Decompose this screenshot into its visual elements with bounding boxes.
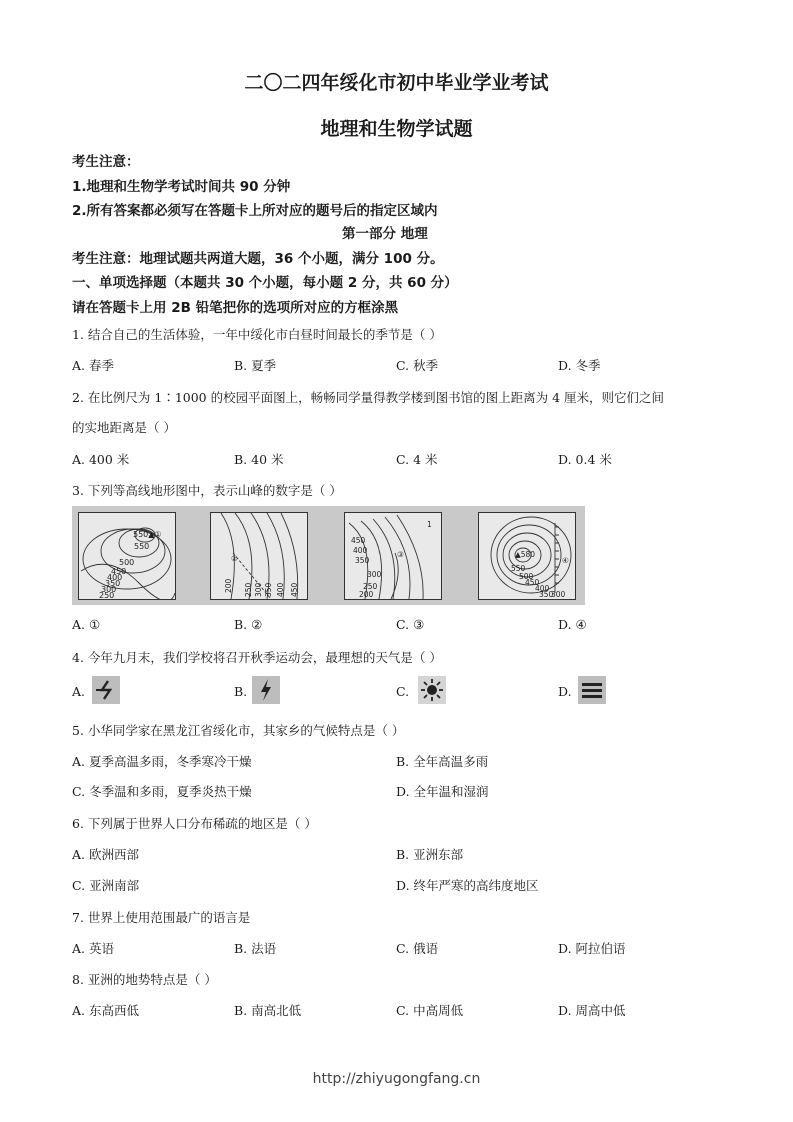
q8-option-c: C. 中高周低 [396,1003,464,1018]
question-3-stem: 3. 下列等高线地形图中，表示山峰的数字是（ ） [72,483,342,498]
q5-option-d: D. 全年温和湿润 [396,784,489,799]
p2-label-250: 250 [244,582,253,597]
contour-map-1 [78,512,176,600]
p3-label-300: 300 [367,570,382,579]
q2-option-d: D. 0.4 米 [558,452,612,467]
q1-option-b: B. 夏季 [234,358,277,373]
q1-option-c: C. 秋季 [396,358,439,373]
p1-label-peak: 550▲① [133,530,162,539]
part-title: 第一部分 地理 [342,226,428,242]
question-8-stem: 8. 亚洲的地势特点是（ ） [72,972,217,987]
exam-subtitle: 地理和生物学试题 [320,118,473,140]
p1-label-550: 550 [134,542,150,551]
q6-option-c: C. 亚洲南部 [72,878,140,893]
notice-item-2: 2.所有答案都必须写在答题卡上所对应的题号后的指定区域内 [72,203,438,219]
exam-title: 二〇二四年绥化市初中毕业学业考试 [244,72,549,94]
q6-option-b: B. 亚洲东部 [396,847,464,862]
q5-option-b: B. 全年高温多雨 [396,754,489,769]
p4-label-4: ④ [562,556,569,565]
question-5-stem: 5. 小华同学家在黑龙江省绥化市，其家乡的气候特点是（ ） [72,723,405,738]
q8-option-a: A. 东高西低 [72,1003,139,1018]
q4-option-d-letter: D. [558,684,572,699]
question-2-stem-line1: 2. 在比例尺为 1∶1000 的校园平面图上，畅畅同学量得教学楼到图书馆的图上距离为 4 厘米，则它们之间 [72,390,665,405]
q5-option-c: C. 冬季温和多雨，夏季炎热干燥 [72,784,252,799]
q3-option-a: A. ① [72,617,101,632]
p3-label-450: 450 [351,536,366,545]
q2-option-b: B. 40 米 [234,452,284,467]
q7-option-b: B. 法语 [234,941,277,956]
question-2-stem-line2: 的实地距离是（ ） [72,420,176,435]
q7-option-c: C. 俄语 [396,941,439,956]
p4-label-peak: ▲580 [515,550,536,559]
contour-map-2 [210,512,308,600]
p4-label-400: 400 [535,584,550,593]
p2-label-200: 200 [224,578,233,593]
part-notice: 考生注意：地理试题共两道大题，36 个小题，满分 100 分。 [72,251,444,267]
p3-label-400: 400 [353,546,368,555]
q2-option-a: A. 400 米 [72,452,130,467]
q3-option-b: B. ② [234,617,263,632]
q7-option-a: A. 英语 [72,941,114,956]
q4-option-c-letter: C. [396,684,410,699]
q1-option-a: A. 春季 [72,358,114,373]
footer-url: http://zhiyugongfang.cn [312,1071,481,1087]
q4-option-a-letter: A. [72,684,86,699]
p1-label-350: 350 [105,579,121,588]
question-4-stem: 4. 今年九月末，我们学校将召开秋季运动会，最理想的天气是（ ） [72,650,442,665]
p2-label-400: 400 [276,582,285,597]
q8-option-b: B. 南高北低 [234,1003,302,1018]
contour-map-3 [344,512,442,600]
section-heading: 一、单项选择题（本题共 30 个小题，每小题 2 分，共 60 分） [72,275,458,291]
p2-label-350: 350 [264,582,273,597]
notice-item-1: 1.地理和生物学考试时间共 90 分钟 [72,179,291,195]
p1-label-500: 500 [119,558,135,567]
fog-icon [578,676,606,704]
contour-maps-figure [72,506,585,605]
p1-label-300: 300 [101,585,117,594]
sandstorm-icon [92,676,120,704]
p4-label-300: 300 [551,590,566,599]
q5-option-a: A. 夏季高温多雨，冬季寒冷干燥 [72,754,252,769]
p4-label-500: 500 [519,572,534,581]
p4-label-550: 550 [511,564,526,573]
p1-label-450: 450 [111,567,127,576]
p4-label-350: 350 [539,590,554,599]
q2-option-c: C. 4 米 [396,452,438,467]
q6-option-d: D. 终年严寒的高纬度地区 [396,878,539,893]
p2-label-450: 450 [290,582,299,597]
answer-instruction: 请在答题卡上用 2B 铅笔把你的选项所对应的方框涂黑 [72,300,399,316]
p3-label-200: 200 [359,590,374,599]
p2-label-2: ② [231,554,238,563]
p3-label-3: ③ [397,550,404,559]
thunderstorm-icon [252,676,280,704]
p1-label-400: 400 [107,573,123,582]
q4-option-b-letter: B. [234,684,248,699]
p3-label-250: 250 [363,582,378,591]
sunny-icon [418,676,446,704]
q7-option-d: D. 阿拉伯语 [558,941,626,956]
q6-option-a: A. 欧洲西部 [72,847,139,862]
p2-label-300: 300 [254,582,263,597]
q8-option-d: D. 周高中低 [558,1003,626,1018]
question-7-stem: 7. 世界上使用范围最广的语言是 [72,910,251,925]
q1-option-d: D. 冬季 [558,358,601,373]
contour-map-4 [478,512,576,600]
question-6-stem: 6. 下列属于世界人口分布稀疏的地区是（ ） [72,816,317,831]
q3-option-d: D. ④ [558,617,587,632]
q3-option-c: C. ③ [396,617,425,632]
p3-label-350: 350 [355,556,370,565]
p1-label-250: 250 [99,591,115,599]
p3-label-1: 1 [427,520,432,529]
notice-heading: 考生注意： [72,154,140,170]
question-1-stem: 1. 结合自己的生活体验，一年中绥化市白昼时间最长的季节是（ ） [72,327,442,342]
p4-label-450: 450 [525,578,540,587]
